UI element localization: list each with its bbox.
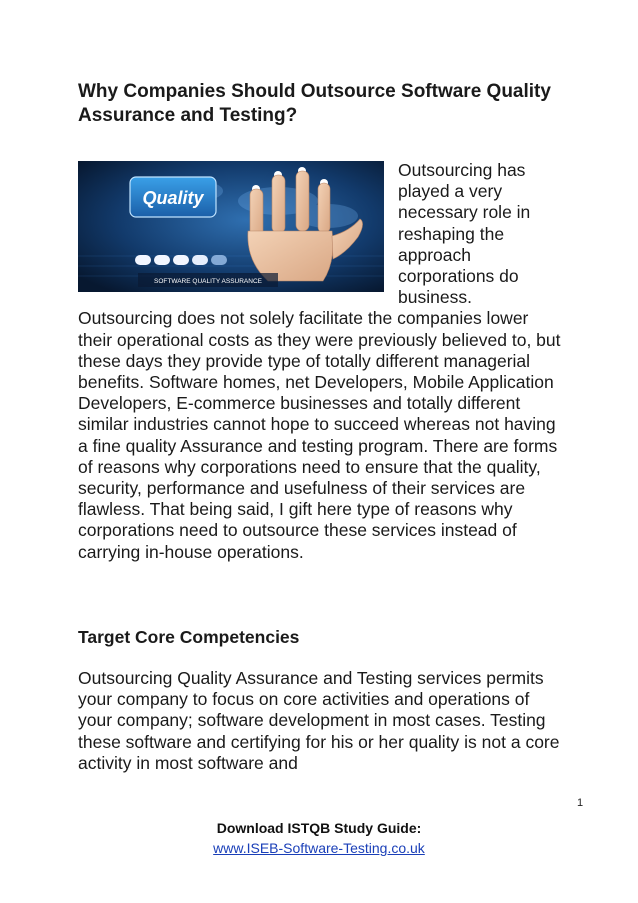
document-title: Why Companies Should Outsource Software Quality Assurance and Testing? [78, 81, 551, 126]
footer-label: Download ISTQB Study Guide: [216, 820, 422, 836]
intro-paragraph [78, 160, 564, 563]
image-wrap-spacer [78, 160, 398, 297]
banner-label: SOFTWARE QUALITY ASSURANCE [154, 278, 262, 285]
page-number: 1 [577, 797, 584, 809]
footer [0, 818, 638, 858]
quality-label: Quality [142, 188, 204, 208]
section-paragraph: Outsourcing Quality Assurance and Testing services permits your company to focus on core activities and operations of your company; software development in most cases. Testing these software and certifying for his or her quality is not a core activity in most software and [78, 668, 560, 773]
footer-link[interactable]: www.ISEB-Software-Testing.co.uk [213, 840, 425, 856]
intro-paragraph-text: Outsourcing has played a very necessary role in reshaping the approach corporations do business. Outsourcing does not solely facilitate the companies lower their operational costs as they were previously believed to, but these days they provide type of totally different managerial benefits. Software homes, net Developers, Mobile Application Developers, E-commerce businesses and totally different similar industries cannot hope to succeed whereas not having a fine quality Assurance and testing program. There are forms of reasons why corporations need to ensure that the quality, security, performance and usefulness of their services are flawless. That being said, I gift here type of reasons why corporations need to outsource these services instead of carrying in-house operations. [78, 160, 561, 562]
section-heading: Target Core Competencies [78, 627, 300, 647]
